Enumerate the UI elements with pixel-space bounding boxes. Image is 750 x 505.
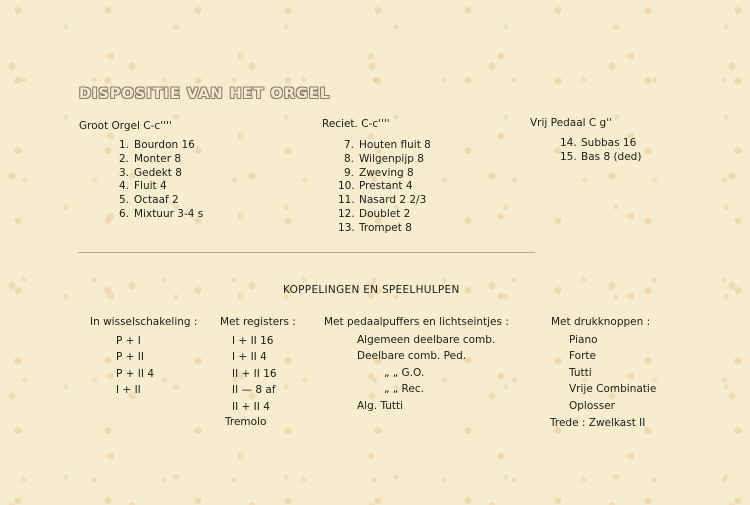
list-item: II + II 16 <box>232 367 277 380</box>
section-title: KOPPELINGEN EN SPEELHULPEN <box>283 284 460 296</box>
division-heading-groot-orgel: Groot Orgel C-c'''' <box>79 120 172 132</box>
stop-number: 10. <box>338 180 355 193</box>
list-item: „ „ Rec. <box>384 383 424 396</box>
stop-name: Fluit 4 <box>134 180 167 193</box>
list-item: I + II <box>116 384 141 397</box>
list-item: Alg. Tutti <box>357 399 404 412</box>
list-item: Algemeen deelbare comb. <box>357 334 496 346</box>
stop-name: Bourdon 16 <box>134 139 195 151</box>
stop-row <box>113 139 203 153</box>
stop-row <box>560 137 641 151</box>
list-item: I + II 16 <box>232 335 274 347</box>
list-item: „ „ G.O. <box>384 366 425 379</box>
stop-row <box>338 167 431 181</box>
trede-label: Trede : Zwelkast II <box>550 417 646 429</box>
stop-number: 11. <box>338 194 355 207</box>
stop-name: Wilgenpijp 8 <box>359 152 424 165</box>
column-heading-pedaalpuffers: Met pedaalpuffers en lichtseintjes : <box>324 316 509 328</box>
wisselschakeling-list <box>116 333 154 399</box>
stop-list-pedaal <box>560 137 641 165</box>
list-item: P + II 4 <box>116 367 155 380</box>
stop-row <box>113 153 203 167</box>
stop-name: Subbas 16 <box>581 137 637 149</box>
stop-row <box>338 139 431 153</box>
column-heading-wisselschakeling: In wisselschakeling : <box>90 316 198 328</box>
stop-number: 7. <box>343 139 354 151</box>
stop-name: Monter 8 <box>134 152 182 165</box>
list-item: Oplosser <box>569 399 615 412</box>
list-item: I + II 4 <box>232 351 267 364</box>
stop-list-groot-orgel <box>113 139 203 222</box>
drukknoppen-list <box>569 332 656 414</box>
stop-number: 15. <box>560 150 577 163</box>
stop-name: Octaaf 2 <box>134 194 179 207</box>
list-item: Tutti <box>569 366 592 379</box>
tremolo-label: Tremolo <box>225 416 267 428</box>
page-title: DISPOSITIE VAN HET ORGEL <box>79 86 331 102</box>
list-item: Deelbare comb. Ped. <box>357 350 467 363</box>
stop-row <box>113 180 203 194</box>
stop-name: Mixtuur 3-4 s <box>134 207 204 220</box>
stop-name: Houten fluit 8 <box>359 139 431 151</box>
stop-row <box>338 208 431 222</box>
stop-number: 14. <box>560 137 577 149</box>
stop-row <box>113 208 203 222</box>
stop-row <box>338 194 431 208</box>
stop-row <box>338 153 431 167</box>
stop-number: 1. <box>118 139 129 151</box>
divider-line <box>78 252 535 253</box>
list-item: Piano <box>569 334 598 346</box>
stop-name: Doublet 2 <box>359 207 411 220</box>
stop-number: 2. <box>118 152 129 165</box>
list-item: P + I <box>116 335 141 347</box>
stop-row <box>113 167 203 181</box>
stop-name: Gedekt 8 <box>134 166 182 179</box>
list-item: Vrije Combinatie <box>569 383 657 396</box>
stop-number: 9. <box>343 166 354 179</box>
stop-row <box>113 194 203 208</box>
stop-list-reciet <box>338 139 431 236</box>
list-item: II + II 4 <box>232 400 270 413</box>
stop-number: 13. <box>338 221 355 234</box>
stop-number: 8. <box>343 152 354 165</box>
stop-number: 5. <box>118 194 129 207</box>
division-heading-pedaal: Vrij Pedaal C g'' <box>530 117 612 129</box>
stop-number: 4. <box>118 180 129 193</box>
list-item: Forte <box>569 350 596 363</box>
stop-name: Prestant 4 <box>359 180 413 193</box>
stop-row <box>338 180 431 194</box>
stop-name: Nasard 2 2/3 <box>359 194 427 207</box>
stop-name: Zweving 8 <box>359 166 414 179</box>
stop-number: 3. <box>118 166 129 179</box>
division-heading-reciet: Reciet. C-c'''' <box>322 118 390 130</box>
stop-name: Trompet 8 <box>359 221 412 234</box>
stop-name: Bas 8 (ded) <box>581 150 642 163</box>
stop-number: 12. <box>338 207 355 220</box>
list-item: II — 8 af <box>232 384 276 397</box>
stop-row <box>338 222 431 236</box>
list-item: P + II <box>116 351 144 364</box>
column-heading-drukknoppen: Met drukknoppen : <box>551 316 651 328</box>
pedaalpuffers-list <box>357 332 495 414</box>
column-heading-registers: Met registers : <box>220 316 296 328</box>
registers-list <box>232 333 277 415</box>
stop-number: 6. <box>118 207 129 220</box>
stop-row <box>560 151 641 165</box>
